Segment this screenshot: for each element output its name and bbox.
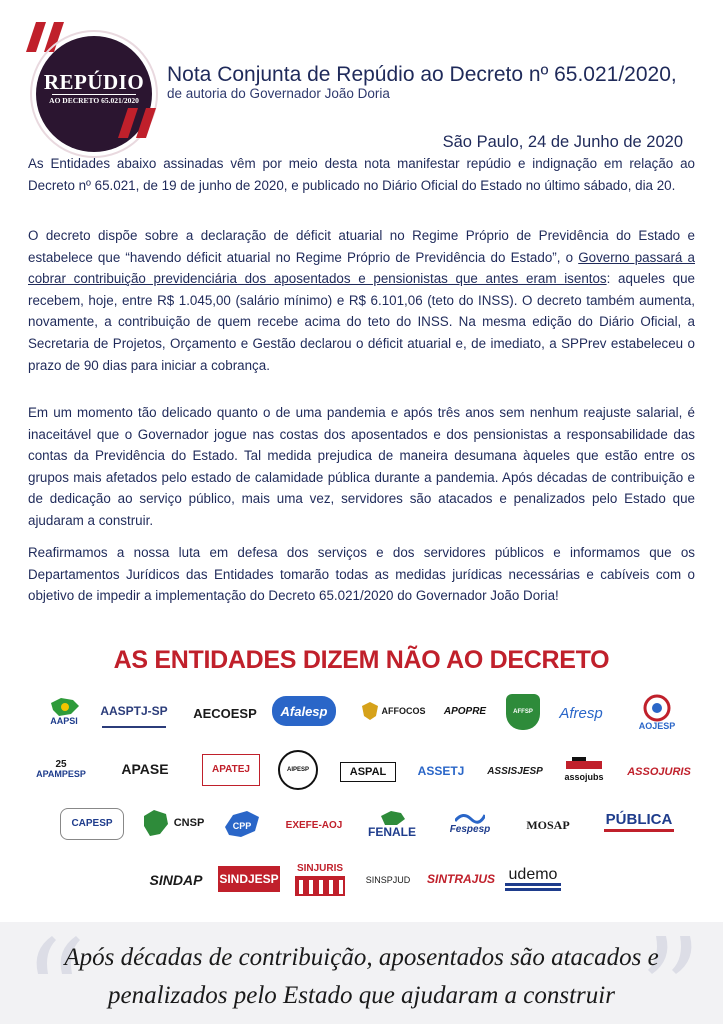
- badge-divider: [52, 94, 136, 95]
- wave-icon: [455, 811, 485, 825]
- logo-fenale: FENALE: [360, 806, 424, 842]
- logo-affsp: AFFSP: [506, 694, 540, 730]
- logo-aipesp: AIPESP: [278, 750, 318, 790]
- logo-aapsi: AAPSI: [36, 694, 92, 728]
- document-date: São Paulo, 24 de Junho de 2020: [442, 133, 683, 151]
- logo-sindap: SINDAP: [149, 872, 203, 888]
- logo-apampesp: 25 APAMPESP: [36, 758, 86, 779]
- page-title: Nota Conjunta de Repúdio ao Decreto nº 65.021/2020,: [167, 63, 677, 86]
- logo-aasptj-sp: AASPTJ-SP: [102, 696, 166, 728]
- paragraph-2: [28, 225, 695, 376]
- logo-aspal: ASPAL: [340, 762, 396, 782]
- logo-assojuris: ASSOJURIS: [627, 765, 691, 778]
- paragraph-2-text-b: : aqueles que recebem, hoje, entre R$ 1.045,00 (salário mínimo) e R$ 6.101,06 (teto do INSS). O decreto também aumenta, novamente, a contribuição de quem recebe acima do teto do INSS. Na mesma edição do Diário Oficial, a Secretaria de Projetos, Orçamento e Gestão declarou o déficit atuarial e, de imediato, a SPPrev estabeleceu o prazo de 90 dias para iniciar a cobrança.: [28, 271, 695, 373]
- svg-text:CPP: CPP: [232, 821, 252, 831]
- paragraph-1: As Entidades abaixo assinadas vêm por meio desta nota manifestar repúdio e indignação em relação ao Decreto nº 65.021, de 19 de junho de 2020, e publicado no Diário Oficial do Estado no último sábado, dia 20.: [28, 156, 695, 193]
- paragraph-3: Em um momento tão delicado quanto o de uma pandemia e após três anos sem nenhum reajuste salarial, é inaceitável que o Governador jogue nas costas dos aposentados e dos pensionistas a responsabilidade das contas da Previdência do Estado. Tal medida prejudica de maneira desumana àqueles que estão entre os grupos mais afetados pelo estado de calamidade pública durante a pandemia. Após décadas de contribuição e de dedicação ao serviço público, mais uma vez, servidores são atacados e penalizados pelo Estado que ajudaram a construir.: [28, 405, 695, 528]
- building-icon: [295, 874, 345, 896]
- logo-sinspjud: SINSPJUD: [365, 874, 411, 885]
- logos-heading: AS ENTIDADES DIZEM NÃO AO DECRETO: [113, 646, 610, 674]
- scale-icon: [564, 757, 604, 773]
- paragraph-2-text-a: O decreto dispõe sobre a declaração de déficit atuarial no Regime Próprio de Previdência do Estado e estabelece que “havendo déficit atuarial no Regime Próprio de Previdência do Estado”, o: [28, 228, 695, 265]
- logo-apopre: APOPRE: [443, 706, 487, 717]
- logo-assetj: ASSETJ: [417, 764, 465, 778]
- footer-quote-line-2: penalizados pelo Estado que ajudaram a construir: [108, 982, 615, 1009]
- logo-assojubs: assojubs: [558, 752, 610, 786]
- logo-udemo: udemo: [502, 864, 564, 896]
- stripes-icon: [505, 883, 561, 893]
- logo-assisjesp: ASSISJESP: [487, 766, 543, 777]
- shield-icon: [361, 701, 379, 721]
- logo-exefe-aoj: EXEFE-AOJ: [285, 820, 343, 831]
- state-map-icon: [223, 809, 261, 839]
- logo-aojesp: AOJESP: [628, 688, 686, 736]
- brazil-map-icon: [377, 810, 407, 826]
- logo-publica: PÚBLICA: [594, 804, 684, 840]
- page-subtitle: de autoria do Governador João Doria: [167, 86, 390, 101]
- logo-sintrajus: SINTRAJUS: [426, 872, 495, 886]
- footer-quote-line-1: Após décadas de contribuição, aposentados são atacados e: [64, 944, 659, 971]
- brazil-map-icon: [140, 808, 170, 838]
- badge-subtitle: AO DECRETO 65.021/2020: [49, 96, 139, 105]
- emblem-icon: [642, 694, 672, 722]
- logo-mosap: MOSAP: [526, 818, 570, 832]
- logo-sinjuris: SINJURIS: [292, 860, 348, 900]
- logo-apatej: APATEJ: [202, 754, 260, 786]
- paragraph-2-underlined: Governo passará a cobrar contribuição previdenciária dos aposentados e pensionistas que antes eram isentos: [28, 249, 695, 287]
- logo-capesp: CAPESP: [60, 808, 124, 840]
- logo-cnsp: CNSP: [134, 806, 210, 840]
- paragraph-4: Reafirmamos a nossa luta em defesa dos serviços e dos servidores públicos e informamos que os Departamentos Jurídicos das Entidades tomarão todas as medidas jurídicas necessárias e cabíveis com o objetivo de impedir a implementação do Decreto 65.021/2020 do Governador João Doria!: [28, 545, 695, 604]
- logo-afresp: Afresp: [559, 704, 603, 722]
- logo-affocos: AFFOCOS: [360, 698, 426, 724]
- logo-sindjesp: SINDJESP: [218, 866, 280, 892]
- logo-afalesp: Afalesp: [272, 696, 336, 726]
- badge-title: REPÚDIO: [43, 70, 145, 94]
- logo-apase: APASE: [121, 761, 169, 777]
- quote-mark-icon: [118, 108, 164, 138]
- brazil-map-icon: [47, 697, 81, 717]
- logo-fespesp: Fespesp: [442, 806, 498, 840]
- logo-aecoesp: AECOESP: [193, 705, 257, 721]
- logo-cpp: [222, 808, 262, 840]
